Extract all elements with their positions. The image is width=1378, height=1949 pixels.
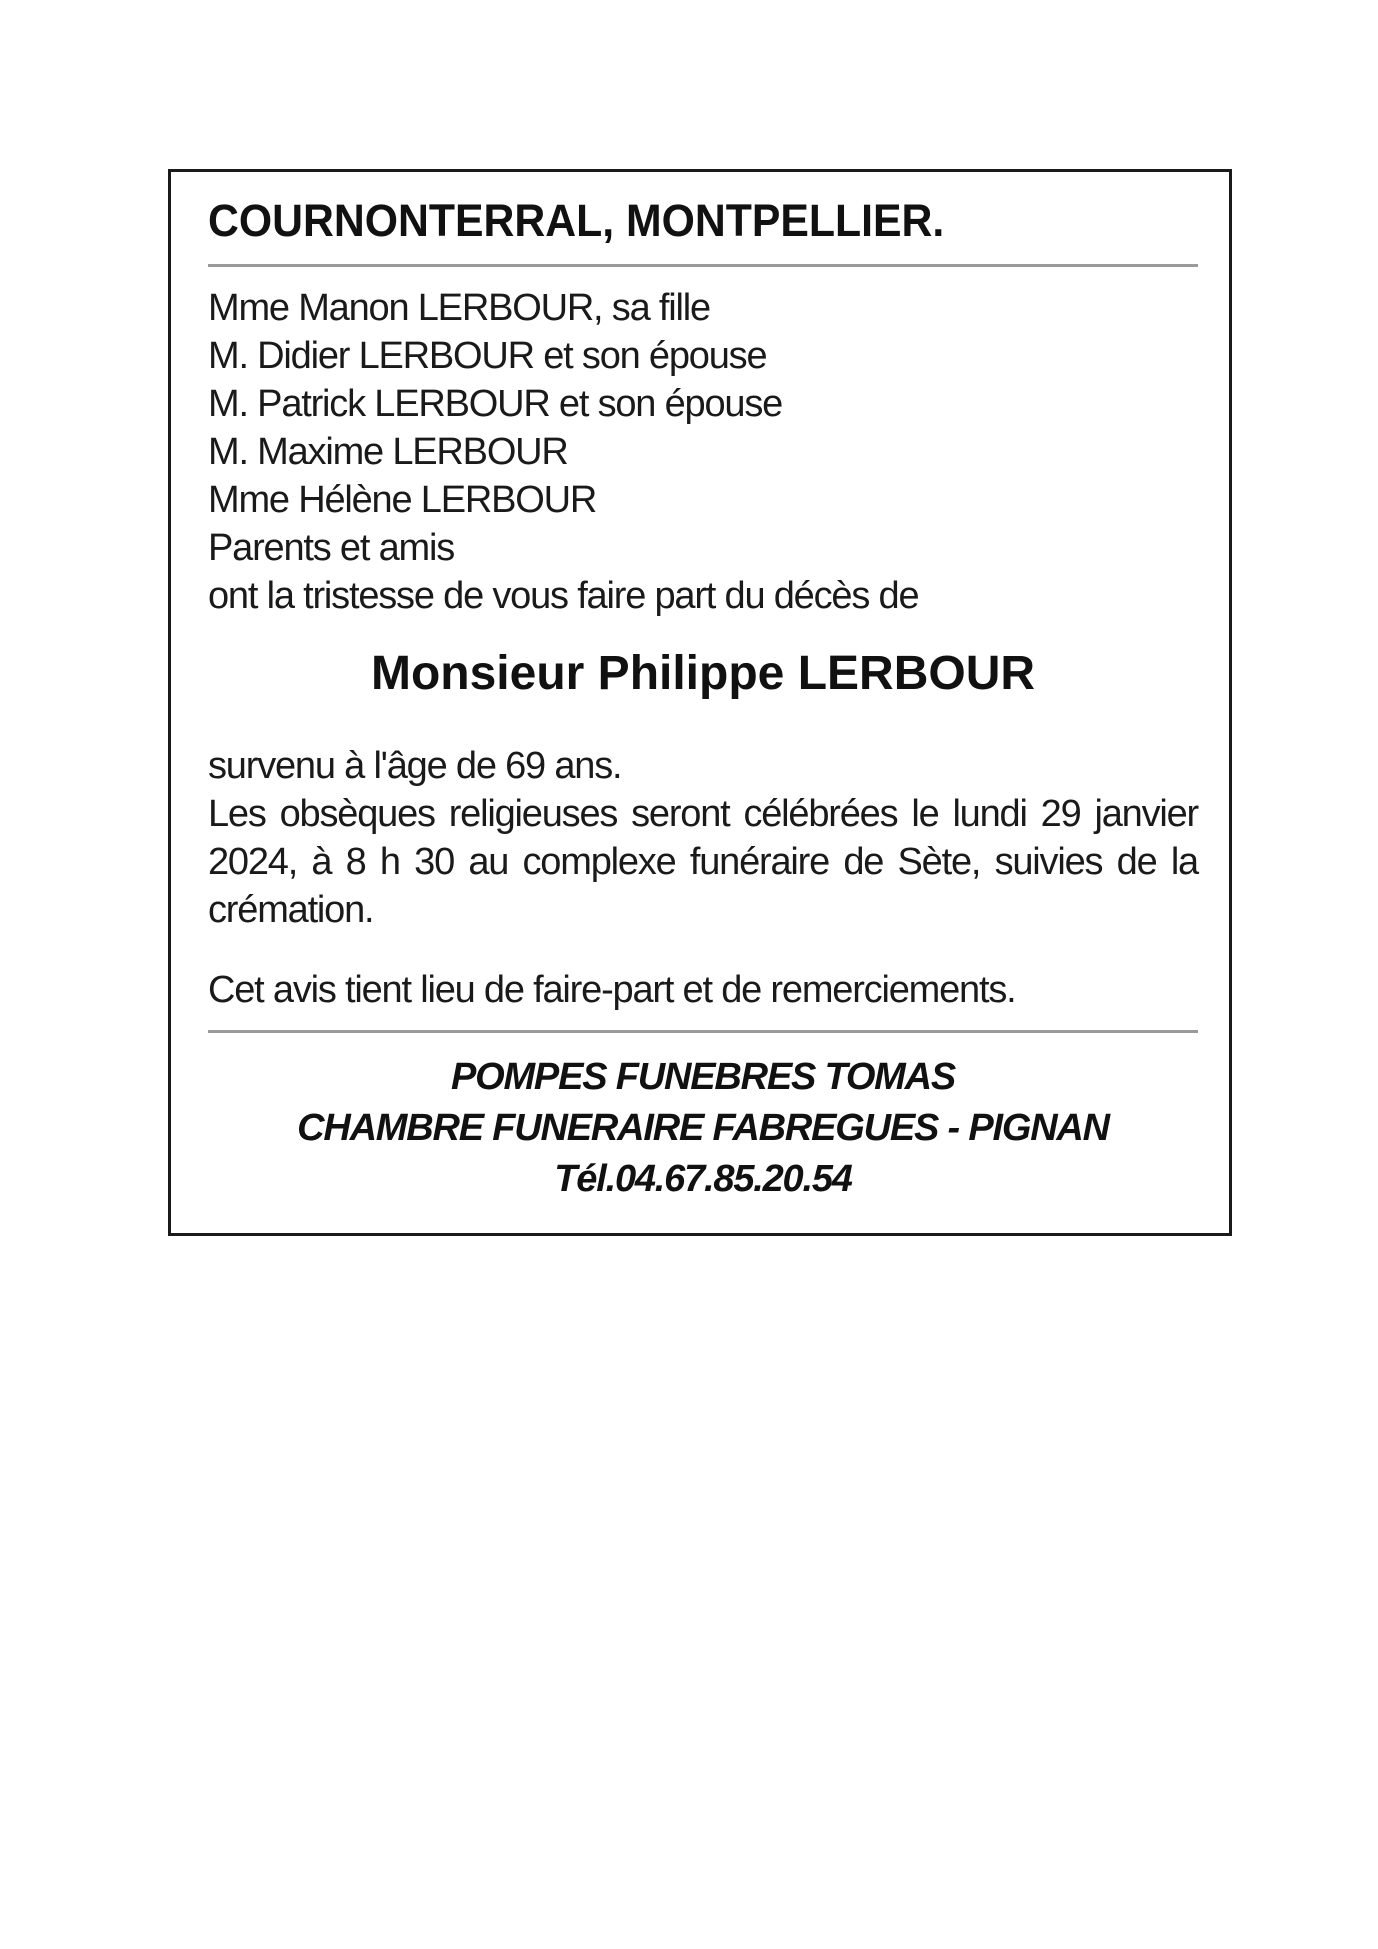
- family-member: Parents et amis: [208, 527, 454, 569]
- funeral-home-phone: Tél.04.67.85.20.54: [554, 1158, 852, 1200]
- family-member: M. Maxime LERBOUR: [208, 431, 568, 473]
- deceased-name: Monsieur Philippe LERBOUR: [370, 647, 1036, 700]
- family-member: M. Patrick LERBOUR et son épouse: [208, 383, 783, 425]
- announcement-intro: ont la tristesse de vous faire part du décès de: [208, 575, 919, 617]
- bottom-divider: [208, 1030, 1198, 1033]
- family-list: [208, 284, 918, 620]
- top-divider: [208, 264, 1198, 267]
- funeral-chamber: CHAMBRE FUNERAIRE FABREGUES - PIGNAN: [297, 1107, 1109, 1149]
- notice-location: COURNONTERRAL, MONTPELLIER.: [208, 195, 945, 246]
- ceremony-text: Les obsèques religieuses seront célébrées le lundi 29 janvier 2024, à 8 h 30 au complexe funéraire de Sète, suivies de la crémation.: [208, 793, 1198, 931]
- closing-note: Cet avis tient lieu de faire-part et de remerciements.: [208, 969, 1016, 1011]
- age-line: survenu à l'âge de 69 ans.: [208, 745, 622, 787]
- funeral-details: [208, 742, 1198, 934]
- funeral-home-name: POMPES FUNEBRES TOMAS: [450, 1056, 956, 1098]
- funeral-home-footer: [208, 1052, 1198, 1205]
- obituary-notice: [168, 169, 1232, 1236]
- family-member: Mme Hélène LERBOUR: [208, 479, 597, 521]
- family-member: Mme Manon LERBOUR, sa fille: [208, 287, 710, 329]
- family-member: M. Didier LERBOUR et son épouse: [208, 335, 767, 377]
